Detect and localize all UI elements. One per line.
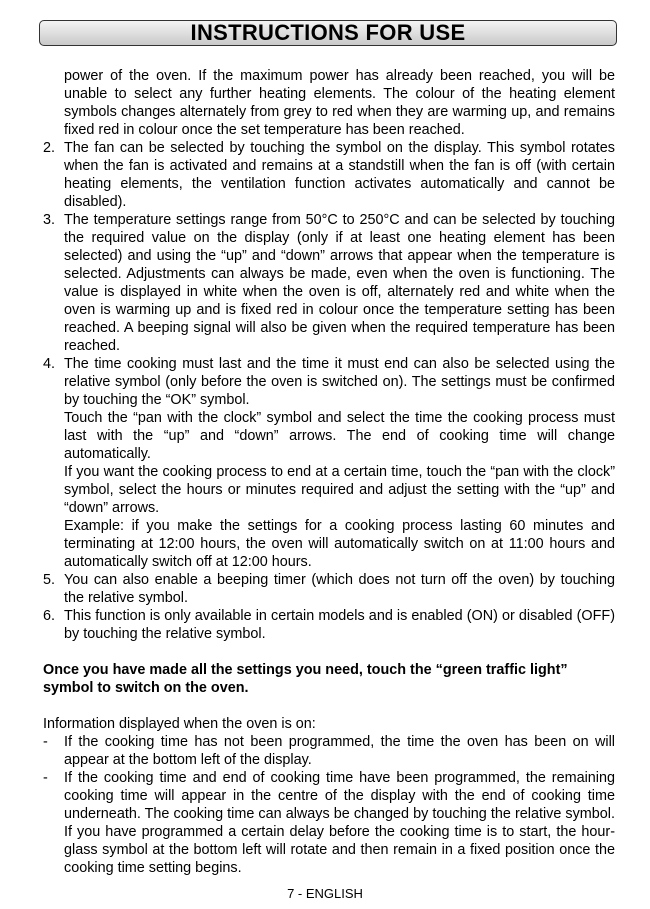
document-body <box>43 67 615 877</box>
list-paragraph: The fan can be selected by touching the symbol on the display. This symbol rotates when the fan is activated and remains at a standstill when the fan is off (with certain heating elements, the ventilation function activates automatically and cannot be disabled). <box>64 140 615 210</box>
page-footer: 7 - ENGLISH <box>287 886 363 901</box>
info-heading: Information displayed when the oven is on: <box>43 716 316 732</box>
list-paragraph: If you want the cooking process to end at a certain time, touch the “pan with the clock” symbol, select the hours or minutes required and adjust the setting with the “up” and “down” arrows. <box>64 464 615 516</box>
list-number: 4. <box>43 356 56 372</box>
bullet-mark: - <box>43 734 48 750</box>
list-number: 5. <box>43 572 56 588</box>
list-number: 2. <box>43 140 56 156</box>
bold-note: Once you have made all the settings you need, touch the “green traffic light” symbol to switch on the oven. <box>43 662 568 696</box>
list-item-4 <box>43 355 615 571</box>
bullet-text: If the cooking time and end of cooking time have been programmed, the remaining cooking time will appear in the centre of the display with the end of cooking time underneath. The cooking time can always be changed by touching the relative symbol. If you have programmed a certain delay before the cooking time is to start, the hour-glass symbol at the bottom left will rotate and then remain in a fixed position once the cooking time setting begins. <box>64 770 615 876</box>
list-paragraph: You can also enable a beeping timer (which does not turn off the oven) by touching the relative symbol. <box>64 572 615 606</box>
bullet-mark: - <box>43 770 48 786</box>
list-number: 3. <box>43 212 56 228</box>
list-item-2 <box>43 139 615 211</box>
page-title: INSTRUCTIONS FOR USE <box>190 20 466 45</box>
list-paragraph: The temperature settings range from 50°C to 250°C and can be selected by touching the required value on the display (only if at least one heating element has been selected) and using the “up” and “down” arrows that appear when the temperature is selected. Adjustments can always be made, even when the oven is functioning. The value is displayed in white when the oven is off, alternately red and white when the oven is warming up and is fixed red in colour once the temperature setting has been reached. A beeping signal will also be given when the required temperature has been reached. <box>64 212 615 354</box>
list-paragraph: The time cooking must last and the time it must end can also be selected using the relative symbol (only before the oven is switched on). The settings must be confirmed by touching the “OK” symbol. <box>64 356 615 408</box>
list-paragraph: Touch the “pan with the clock” symbol and select the time the cooking process must last with the “up” and “down” arrows. The end of cooking time will change automatically. <box>64 410 615 462</box>
list-paragraph: Example: if you make the settings for a cooking process lasting 60 minutes and terminating at 12:00 hours, the oven will automatically switch on at 11:00 hours and automatically switch off at 12:00 hours. <box>64 518 615 570</box>
list-number: 6. <box>43 608 56 624</box>
list-item-3 <box>43 211 615 355</box>
intro-paragraph: power of the oven. If the maximum power has already been reached, you will be unable to select any further heating elements. The colour of the heating element symbols changes alternately from grey to red when they are warming up, and remains fixed red in colour once the set temperature has been reached. <box>64 68 615 138</box>
bullet-item <box>43 769 615 877</box>
list-item-5 <box>43 571 615 607</box>
page-header <box>39 20 617 46</box>
list-item-6 <box>43 607 615 643</box>
bullet-text: If the cooking time has not been programmed, the time the oven has been on will appear at the bottom left of the display. <box>64 734 615 768</box>
list-paragraph: This function is only available in certain models and is enabled (ON) or disabled (OFF) by touching the relative symbol. <box>64 608 615 642</box>
bullet-item <box>43 733 615 769</box>
